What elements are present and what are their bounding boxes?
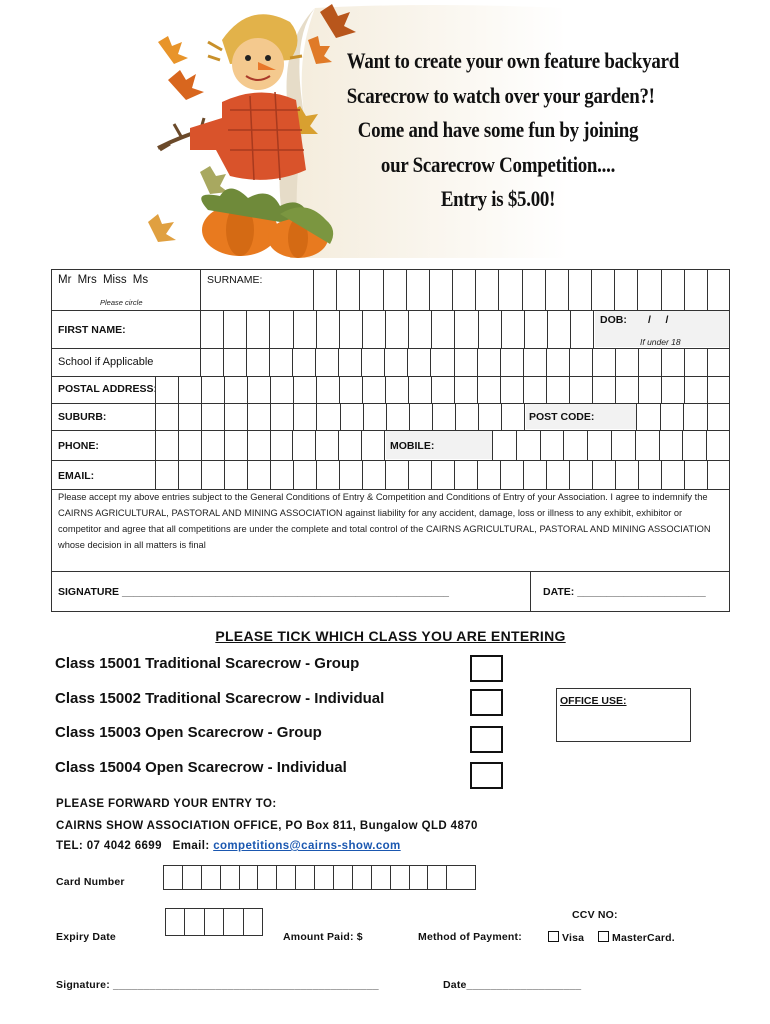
title-options[interactable]: Mr Mrs Miss Ms xyxy=(58,274,149,286)
char-box[interactable] xyxy=(294,460,317,489)
char-box[interactable] xyxy=(271,376,294,403)
char-box[interactable] xyxy=(362,430,385,460)
char-box[interactable] xyxy=(547,376,570,403)
char-box[interactable] xyxy=(588,430,612,460)
digit-box[interactable] xyxy=(224,909,243,935)
char-box[interactable] xyxy=(593,348,616,376)
digit-box[interactable] xyxy=(164,866,183,889)
digit-box[interactable] xyxy=(428,866,447,889)
digit-box[interactable] xyxy=(447,866,466,889)
char-box[interactable] xyxy=(455,348,478,376)
first-name-boxes[interactable] xyxy=(200,310,594,348)
char-box[interactable] xyxy=(708,269,730,310)
char-box[interactable] xyxy=(408,348,431,376)
digit-box[interactable] xyxy=(277,866,296,889)
scarecrow-shirt xyxy=(190,92,306,179)
char-box[interactable] xyxy=(523,269,546,310)
terms-text: Please accept my above entries subject to the General Conditions of Entry & Competition and Conditions of Entry of your Association. I agree to indemnify the CAIRNS AGRICULTURAL, PASTORAL AND MINING ASSOCIATION against liability for any accident, damage, loss or illness to any exhibit, exhibitor or competitor and agree that all competitions are under the complete and total control of the CAIRNS AGRICULTURAL, PASTORAL AND MINING ASSOCIATION whose decision in all matters is final xyxy=(58,492,711,550)
char-box[interactable] xyxy=(317,460,340,489)
char-box[interactable] xyxy=(340,460,363,489)
digit-box[interactable] xyxy=(410,866,429,889)
headline-line: our Scarecrow Competition.... xyxy=(380,151,616,177)
char-box[interactable] xyxy=(502,403,525,430)
char-box[interactable] xyxy=(179,403,202,430)
char-box[interactable] xyxy=(570,460,593,489)
payment-signature-line[interactable]: Signature: ____________________________________________ xyxy=(56,979,379,991)
class-15004-label: Class 15004 Open Scarecrow - Individual xyxy=(55,759,347,776)
first-name-label: FIRST NAME: xyxy=(58,324,126,336)
char-box[interactable] xyxy=(247,310,270,348)
char-box[interactable] xyxy=(636,430,660,460)
char-box[interactable] xyxy=(541,430,565,460)
char-box[interactable] xyxy=(202,403,225,430)
char-box[interactable] xyxy=(317,376,340,403)
char-box[interactable] xyxy=(179,430,202,460)
char-box[interactable] xyxy=(524,460,547,489)
dob-hint: If under 18 xyxy=(640,337,681,347)
digit-box[interactable] xyxy=(166,909,185,935)
class-15004-checkbox[interactable] xyxy=(470,762,503,789)
school-boxes[interactable] xyxy=(200,348,730,376)
headline-line: Entry is $5.00! xyxy=(440,186,556,211)
char-box[interactable] xyxy=(386,310,409,348)
char-box[interactable] xyxy=(431,348,454,376)
char-box[interactable] xyxy=(478,348,501,376)
postal-address-label: POSTAL ADDRESS: xyxy=(58,383,157,395)
digit-box[interactable] xyxy=(372,866,391,889)
char-box[interactable] xyxy=(616,376,639,403)
char-box[interactable] xyxy=(662,376,685,403)
leaf-icon xyxy=(168,70,204,100)
char-box[interactable] xyxy=(432,376,455,403)
leaf-icon xyxy=(200,166,228,194)
char-box[interactable] xyxy=(478,460,501,489)
digit-box[interactable] xyxy=(244,909,262,935)
char-box[interactable] xyxy=(314,269,337,310)
char-box[interactable] xyxy=(294,403,317,430)
char-box[interactable] xyxy=(547,460,570,489)
char-box[interactable] xyxy=(638,269,661,310)
digit-box[interactable] xyxy=(334,866,353,889)
payment-method-label: Method of Payment: xyxy=(418,931,522,943)
char-box[interactable] xyxy=(685,376,708,403)
forward-contact xyxy=(56,840,401,852)
phone-label: PHONE: xyxy=(58,440,99,452)
char-box[interactable] xyxy=(683,430,707,460)
char-box[interactable] xyxy=(637,403,661,430)
char-box[interactable] xyxy=(407,269,430,310)
card-number-boxes[interactable] xyxy=(163,865,476,890)
postcode-boxes[interactable] xyxy=(636,403,730,430)
char-box[interactable] xyxy=(524,348,547,376)
char-box[interactable] xyxy=(225,403,248,430)
char-box[interactable] xyxy=(433,403,456,430)
digit-box[interactable] xyxy=(221,866,240,889)
char-box[interactable] xyxy=(592,269,615,310)
school-label: School if Applicable xyxy=(58,356,154,368)
class-15003-label: Class 15003 Open Scarecrow - Group xyxy=(55,724,322,741)
char-box[interactable] xyxy=(316,430,339,460)
char-box[interactable] xyxy=(409,310,432,348)
forward-address: CAIRNS SHOW ASSOCIATION OFFICE, PO Box 811, Bungalow QLD 4870 xyxy=(56,820,478,832)
char-box[interactable] xyxy=(615,269,638,310)
char-box[interactable] xyxy=(202,460,225,489)
char-box[interactable] xyxy=(569,269,592,310)
class-15001-checkbox[interactable] xyxy=(470,655,503,682)
mastercard-checkbox[interactable] xyxy=(598,931,609,942)
char-box[interactable] xyxy=(455,310,478,348)
char-box[interactable] xyxy=(316,348,339,376)
dob-label: DOB: xyxy=(600,314,627,326)
digit-box[interactable] xyxy=(205,909,224,935)
char-box[interactable] xyxy=(225,460,248,489)
date-line[interactable]: DATE: ______________________ xyxy=(543,586,706,598)
char-box[interactable] xyxy=(293,430,316,460)
char-box[interactable] xyxy=(660,430,684,460)
char-box[interactable] xyxy=(708,376,730,403)
char-box[interactable] xyxy=(501,460,524,489)
char-box[interactable] xyxy=(639,376,662,403)
char-box[interactable] xyxy=(363,310,386,348)
char-box[interactable] xyxy=(317,310,340,348)
digit-box[interactable] xyxy=(296,866,315,889)
mastercard-label: MasterCard. xyxy=(612,932,675,944)
digit-box[interactable] xyxy=(315,866,334,889)
signature-line[interactable]: SIGNATURE ________________________________________________________ xyxy=(58,586,449,598)
suburb-label: SUBURB: xyxy=(58,411,107,423)
char-box[interactable] xyxy=(548,310,571,348)
expiry-label: Expiry Date xyxy=(56,931,116,943)
char-box[interactable] xyxy=(179,460,202,489)
char-box[interactable] xyxy=(360,269,383,310)
char-box[interactable] xyxy=(386,460,409,489)
char-box[interactable] xyxy=(156,430,179,460)
surname-boxes[interactable] xyxy=(313,269,730,310)
char-box[interactable] xyxy=(409,376,432,403)
char-box[interactable] xyxy=(293,348,316,376)
suburb-boxes[interactable] xyxy=(155,403,525,430)
mastercard-option[interactable] xyxy=(598,931,675,944)
char-box[interactable] xyxy=(546,269,569,310)
email-boxes[interactable] xyxy=(155,460,730,489)
char-box[interactable] xyxy=(525,310,548,348)
class-15003-checkbox[interactable] xyxy=(470,726,503,753)
tel-text: TEL: 07 4042 6699 Email: xyxy=(56,840,214,852)
char-box[interactable] xyxy=(502,310,525,348)
char-box[interactable] xyxy=(453,269,476,310)
char-box[interactable] xyxy=(156,403,179,430)
postcode-label: POST CODE: xyxy=(529,411,595,423)
char-box[interactable] xyxy=(612,430,636,460)
char-box[interactable] xyxy=(479,310,502,348)
email-link[interactable]: competitions@cairns-show.com xyxy=(213,840,401,852)
leaf-icon xyxy=(148,214,176,242)
char-box[interactable] xyxy=(179,376,202,403)
char-box[interactable] xyxy=(639,460,662,489)
char-box[interactable] xyxy=(248,460,271,489)
char-box[interactable] xyxy=(639,348,662,376)
char-box[interactable] xyxy=(570,348,593,376)
dob-separators: / / xyxy=(648,314,669,326)
char-box[interactable] xyxy=(294,310,317,348)
ccv-label: CCV NO: xyxy=(572,909,618,921)
char-box[interactable] xyxy=(593,460,616,489)
surname-label: SURNAME: xyxy=(207,274,263,286)
divider xyxy=(530,571,531,612)
char-box[interactable] xyxy=(294,376,317,403)
char-box[interactable] xyxy=(270,310,293,348)
visa-checkbox[interactable] xyxy=(548,931,559,942)
char-box[interactable] xyxy=(685,348,708,376)
card-number-label: Card Number xyxy=(56,876,125,888)
email-label: EMAIL: xyxy=(58,470,95,482)
char-box[interactable] xyxy=(201,310,224,348)
class-15002-label: Class 15002 Traditional Scarecrow - Individual xyxy=(55,690,385,707)
char-box[interactable] xyxy=(202,376,225,403)
digit-box[interactable] xyxy=(353,866,372,889)
char-box[interactable] xyxy=(364,403,387,430)
char-box[interactable] xyxy=(499,269,522,310)
char-box[interactable] xyxy=(685,460,708,489)
title-hint: Please circle xyxy=(100,298,143,307)
char-box[interactable] xyxy=(385,348,408,376)
phone-boxes[interactable] xyxy=(155,430,385,460)
char-box[interactable] xyxy=(271,430,294,460)
char-box[interactable] xyxy=(225,376,248,403)
char-box[interactable] xyxy=(662,460,685,489)
char-box[interactable] xyxy=(156,460,179,489)
digit-box[interactable] xyxy=(183,866,202,889)
char-box[interactable] xyxy=(661,403,685,430)
char-box[interactable] xyxy=(225,430,248,460)
forward-heading: PLEASE FORWARD YOUR ENTRY TO: xyxy=(56,798,277,810)
char-box[interactable] xyxy=(362,348,385,376)
leaf-icon xyxy=(158,36,188,64)
char-box[interactable] xyxy=(708,348,730,376)
char-box[interactable] xyxy=(248,403,271,430)
char-box[interactable] xyxy=(409,460,432,489)
char-box[interactable] xyxy=(593,376,616,403)
char-box[interactable] xyxy=(387,403,410,430)
char-box[interactable] xyxy=(224,310,247,348)
char-box[interactable] xyxy=(479,403,502,430)
class-15001-label: Class 15001 Traditional Scarecrow - Group xyxy=(55,655,360,672)
headline-line: Want to create your own feature backyard xyxy=(346,48,679,73)
char-box[interactable] xyxy=(363,376,386,403)
divider xyxy=(200,269,201,310)
char-box[interactable] xyxy=(341,403,364,430)
char-box[interactable] xyxy=(386,376,409,403)
amount-paid-label: Amount Paid: $ xyxy=(283,931,363,943)
char-box[interactable] xyxy=(410,403,433,430)
char-box[interactable] xyxy=(547,348,570,376)
char-box[interactable] xyxy=(271,460,294,489)
char-box[interactable] xyxy=(456,403,479,430)
char-box[interactable] xyxy=(384,269,407,310)
headline xyxy=(346,44,679,217)
digit-box[interactable] xyxy=(202,866,221,889)
char-box[interactable] xyxy=(493,430,517,460)
char-box[interactable] xyxy=(662,269,685,310)
char-box[interactable] xyxy=(432,460,455,489)
char-box[interactable] xyxy=(708,460,730,489)
payment-date-line[interactable]: Date___________________ xyxy=(443,979,582,991)
char-box[interactable] xyxy=(455,376,478,403)
char-box[interactable] xyxy=(271,403,294,430)
mobile-label: MOBILE: xyxy=(390,440,435,452)
row-divider xyxy=(51,571,730,572)
char-box[interactable] xyxy=(662,348,685,376)
char-box[interactable] xyxy=(564,430,588,460)
char-box[interactable] xyxy=(707,430,730,460)
char-box[interactable] xyxy=(616,348,639,376)
postal-address-boxes[interactable] xyxy=(155,376,730,403)
char-box[interactable] xyxy=(363,460,386,489)
visa-label: Visa xyxy=(562,932,585,944)
char-box[interactable] xyxy=(685,269,708,310)
class-heading: PLEASE TICK WHICH CLASS YOU ARE ENTERING xyxy=(215,628,566,644)
char-box[interactable] xyxy=(430,269,453,310)
char-box[interactable] xyxy=(339,348,362,376)
digit-box[interactable] xyxy=(391,866,410,889)
mobile-boxes[interactable] xyxy=(492,430,730,460)
char-box[interactable] xyxy=(501,376,524,403)
char-box[interactable] xyxy=(201,348,224,376)
char-box[interactable] xyxy=(432,310,455,348)
char-box[interactable] xyxy=(248,430,271,460)
char-box[interactable] xyxy=(202,430,225,460)
char-box[interactable] xyxy=(708,403,731,430)
char-box[interactable] xyxy=(317,403,340,430)
char-box[interactable] xyxy=(570,376,593,403)
char-box[interactable] xyxy=(571,310,594,348)
char-box[interactable] xyxy=(156,376,179,403)
char-box[interactable] xyxy=(517,430,541,460)
class-15002-checkbox[interactable] xyxy=(470,689,503,716)
char-box[interactable] xyxy=(340,310,363,348)
digit-box[interactable] xyxy=(185,909,204,935)
office-use-label: OFFICE USE: xyxy=(560,695,627,707)
char-box[interactable] xyxy=(339,430,362,460)
char-box[interactable] xyxy=(524,376,547,403)
char-box[interactable] xyxy=(616,460,639,489)
digit-box[interactable] xyxy=(240,866,259,889)
char-box[interactable] xyxy=(455,460,478,489)
headline-line: Scarecrow to watch over your garden?! xyxy=(346,82,655,108)
char-box[interactable] xyxy=(248,376,271,403)
char-box[interactable] xyxy=(684,403,708,430)
expiry-boxes[interactable] xyxy=(165,908,263,936)
digit-box[interactable] xyxy=(258,866,277,889)
char-box[interactable] xyxy=(224,348,247,376)
char-box[interactable] xyxy=(501,348,524,376)
char-box[interactable] xyxy=(247,348,270,376)
visa-option[interactable] xyxy=(548,931,584,944)
char-box[interactable] xyxy=(337,269,360,310)
char-box[interactable] xyxy=(476,269,499,310)
char-box[interactable] xyxy=(270,348,293,376)
headline-line: Come and have some fun by joining xyxy=(357,117,639,142)
char-box[interactable] xyxy=(478,376,501,403)
char-box[interactable] xyxy=(340,376,363,403)
